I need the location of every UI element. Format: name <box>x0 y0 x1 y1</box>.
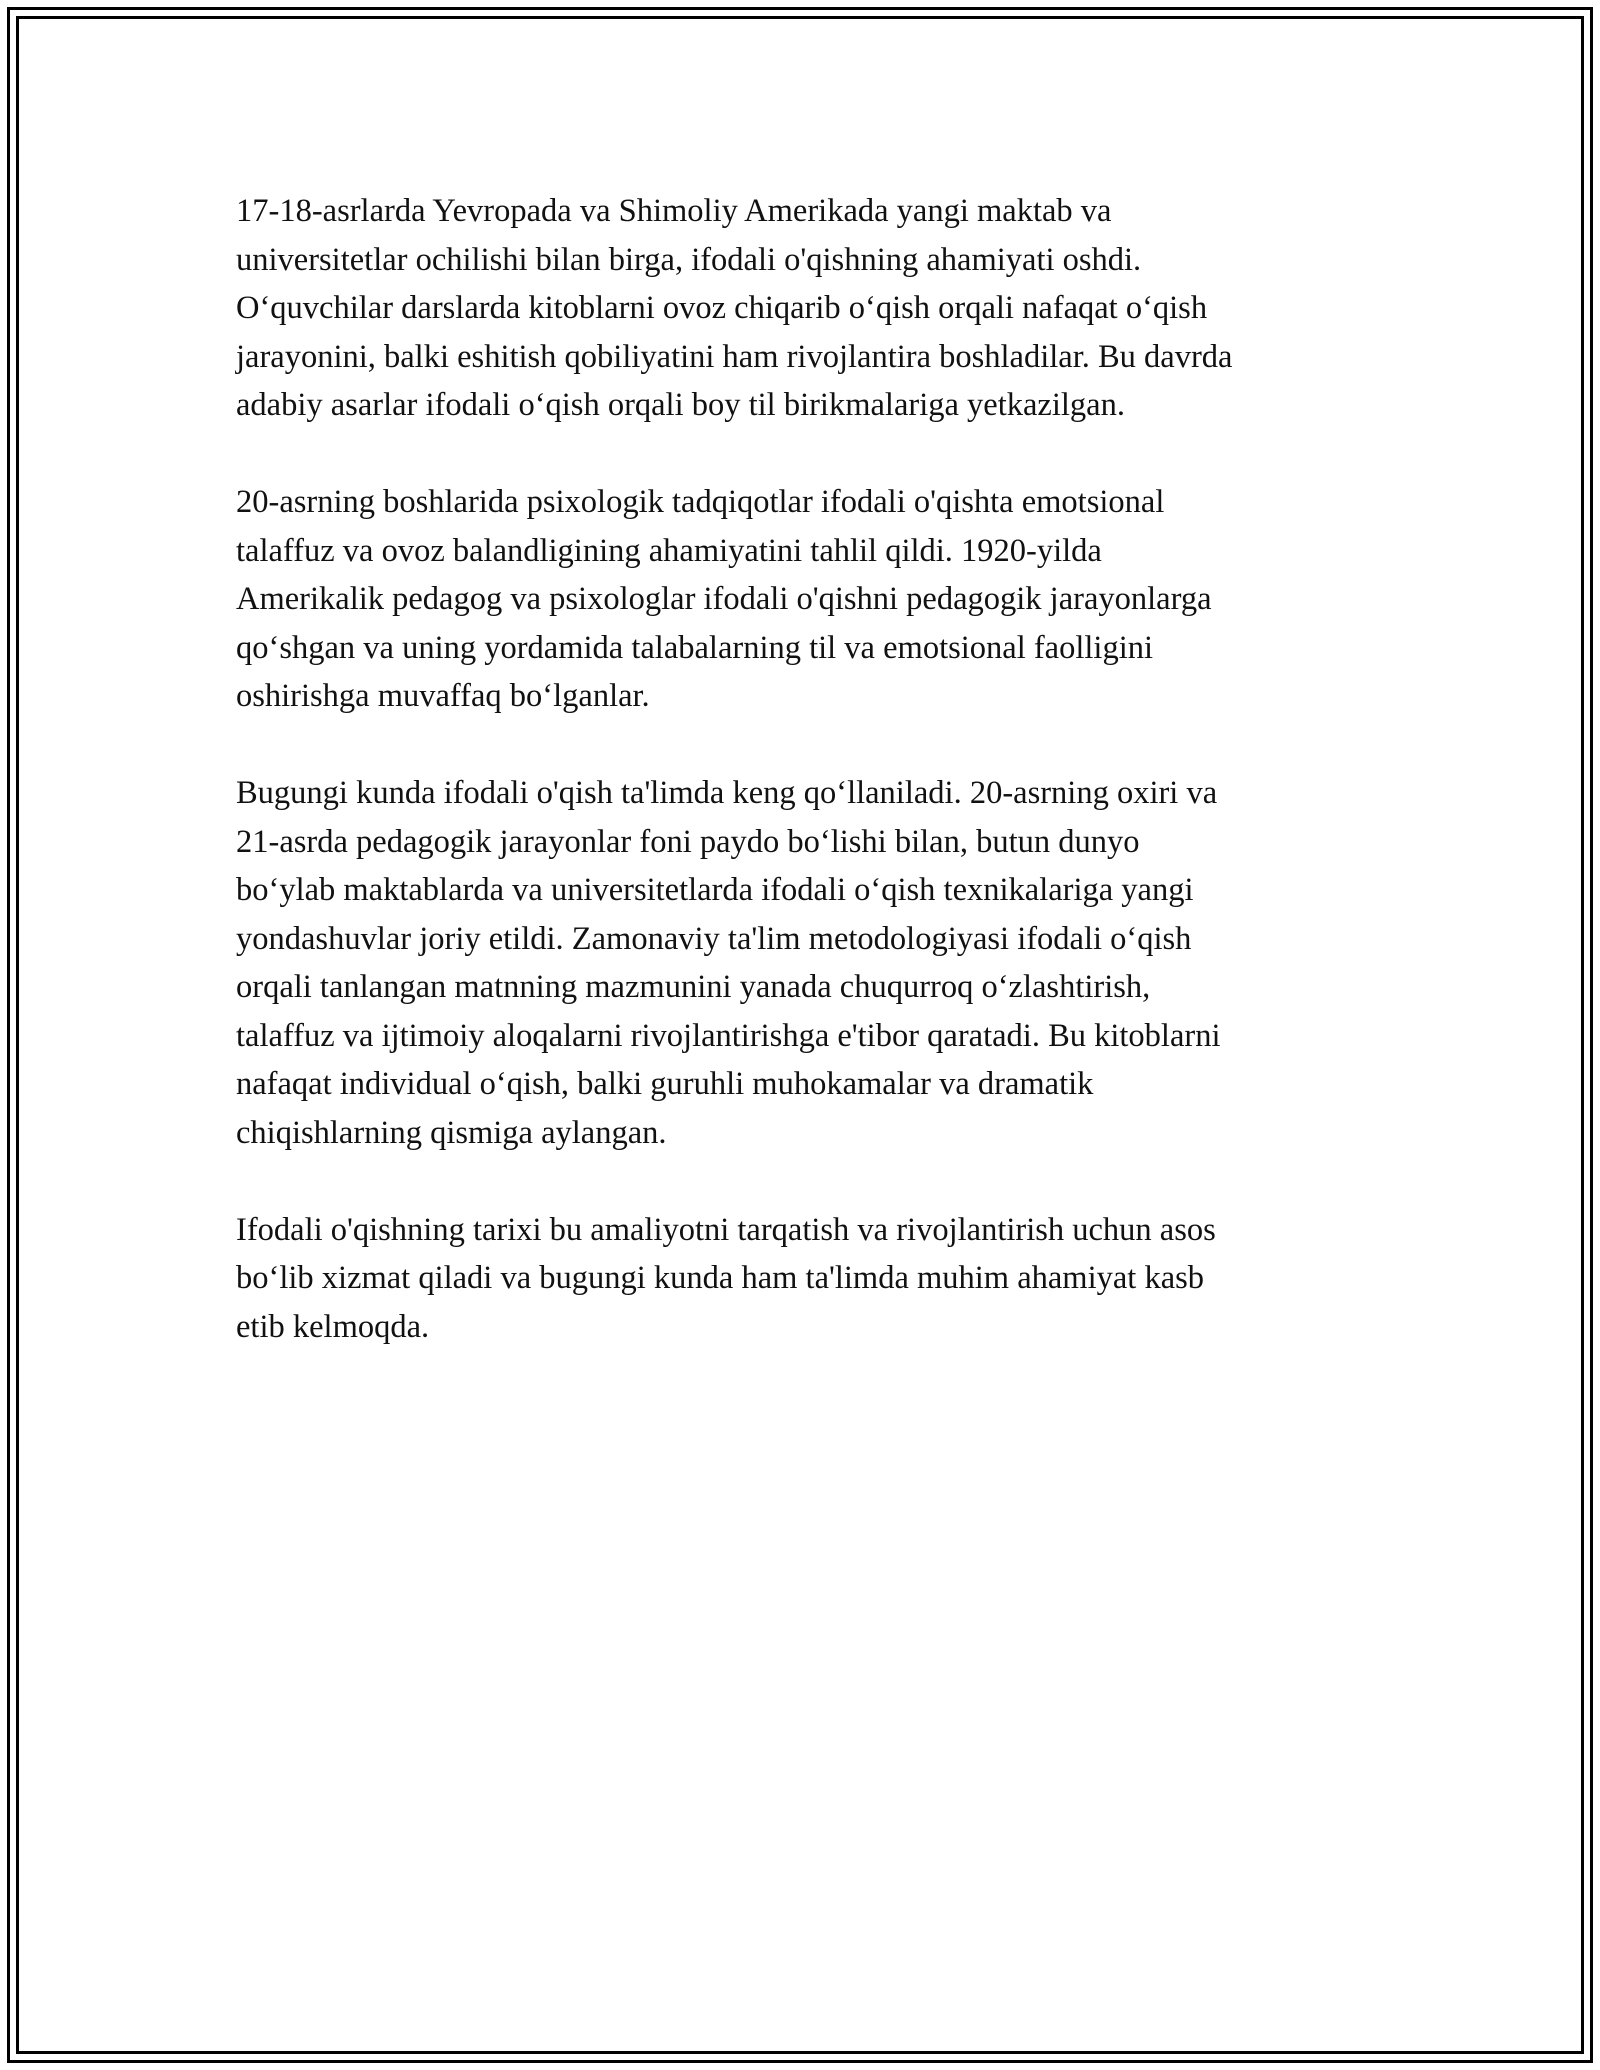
document-body <box>236 187 1386 1400</box>
paragraph-2: 20-asrning boshlarida psixologik tadqiqotlar ifodali o'qishta emotsional talaffuz va ovoz balandligining ahamiyatini tahlil qildi. 1920-yilda Amerikalik pedagog va psixologlar ifodali o'qishni pedagogik jarayonlarga qo‘shgan va uning yordamida talabalarning til va emotsional faolligini oshirishga muvaffaq bo‘lganlar. <box>236 484 1212 714</box>
paragraph-1: 17-18-asrlarda Yevropada va Shimoliy Amerikada yangi maktab va universitetlar ochilishi bilan birga, ifodali o'qishning ahamiyati oshdi. O‘quvchilar darslarda kitoblarni ovoz chiqarib o‘qish orqali nafaqat o‘qish jarayonini, balki eshitish qobiliyatini ham rivojlantira boshladilar. Bu davrda adabiy asarlar ifodali o‘qish orqali boy til birikmalariga yetkazilgan. <box>236 193 1233 423</box>
paragraph-4: Ifodali o'qishning tarixi bu amaliyotni tarqatish va rivojlantirish uchun asos bo‘lib xizmat qiladi va bugungi kunda ham ta'limda muhim ahamiyat kasb etib kelmoqda. <box>236 1211 1216 1345</box>
paragraph-3: Bugungi kunda ifodali o'qish ta'limda keng qo‘llaniladi. 20-asrning oxiri va 21-asrda pedagogik jarayonlar foni paydo bo‘lishi bilan, butun dunyo bo‘ylab maktablarda va universitetlarda ifodali o‘qish texnikalariga yangi yondashuvlar joriy etildi. Zamonaviy ta'lim metodologiyasi ifodali o‘qish orqali tanlangan matnning mazmunini yanada chuqurroq o‘zlashtirish, talaffuz va ijtimoiy aloqalarni rivojlantirishga e'tibor qaratadi. Bu kitoblarni nafaqat individual o‘qish, balki guruhli muhokamalar va dramatik chiqishlarning qismiga aylangan. <box>236 775 1221 1151</box>
